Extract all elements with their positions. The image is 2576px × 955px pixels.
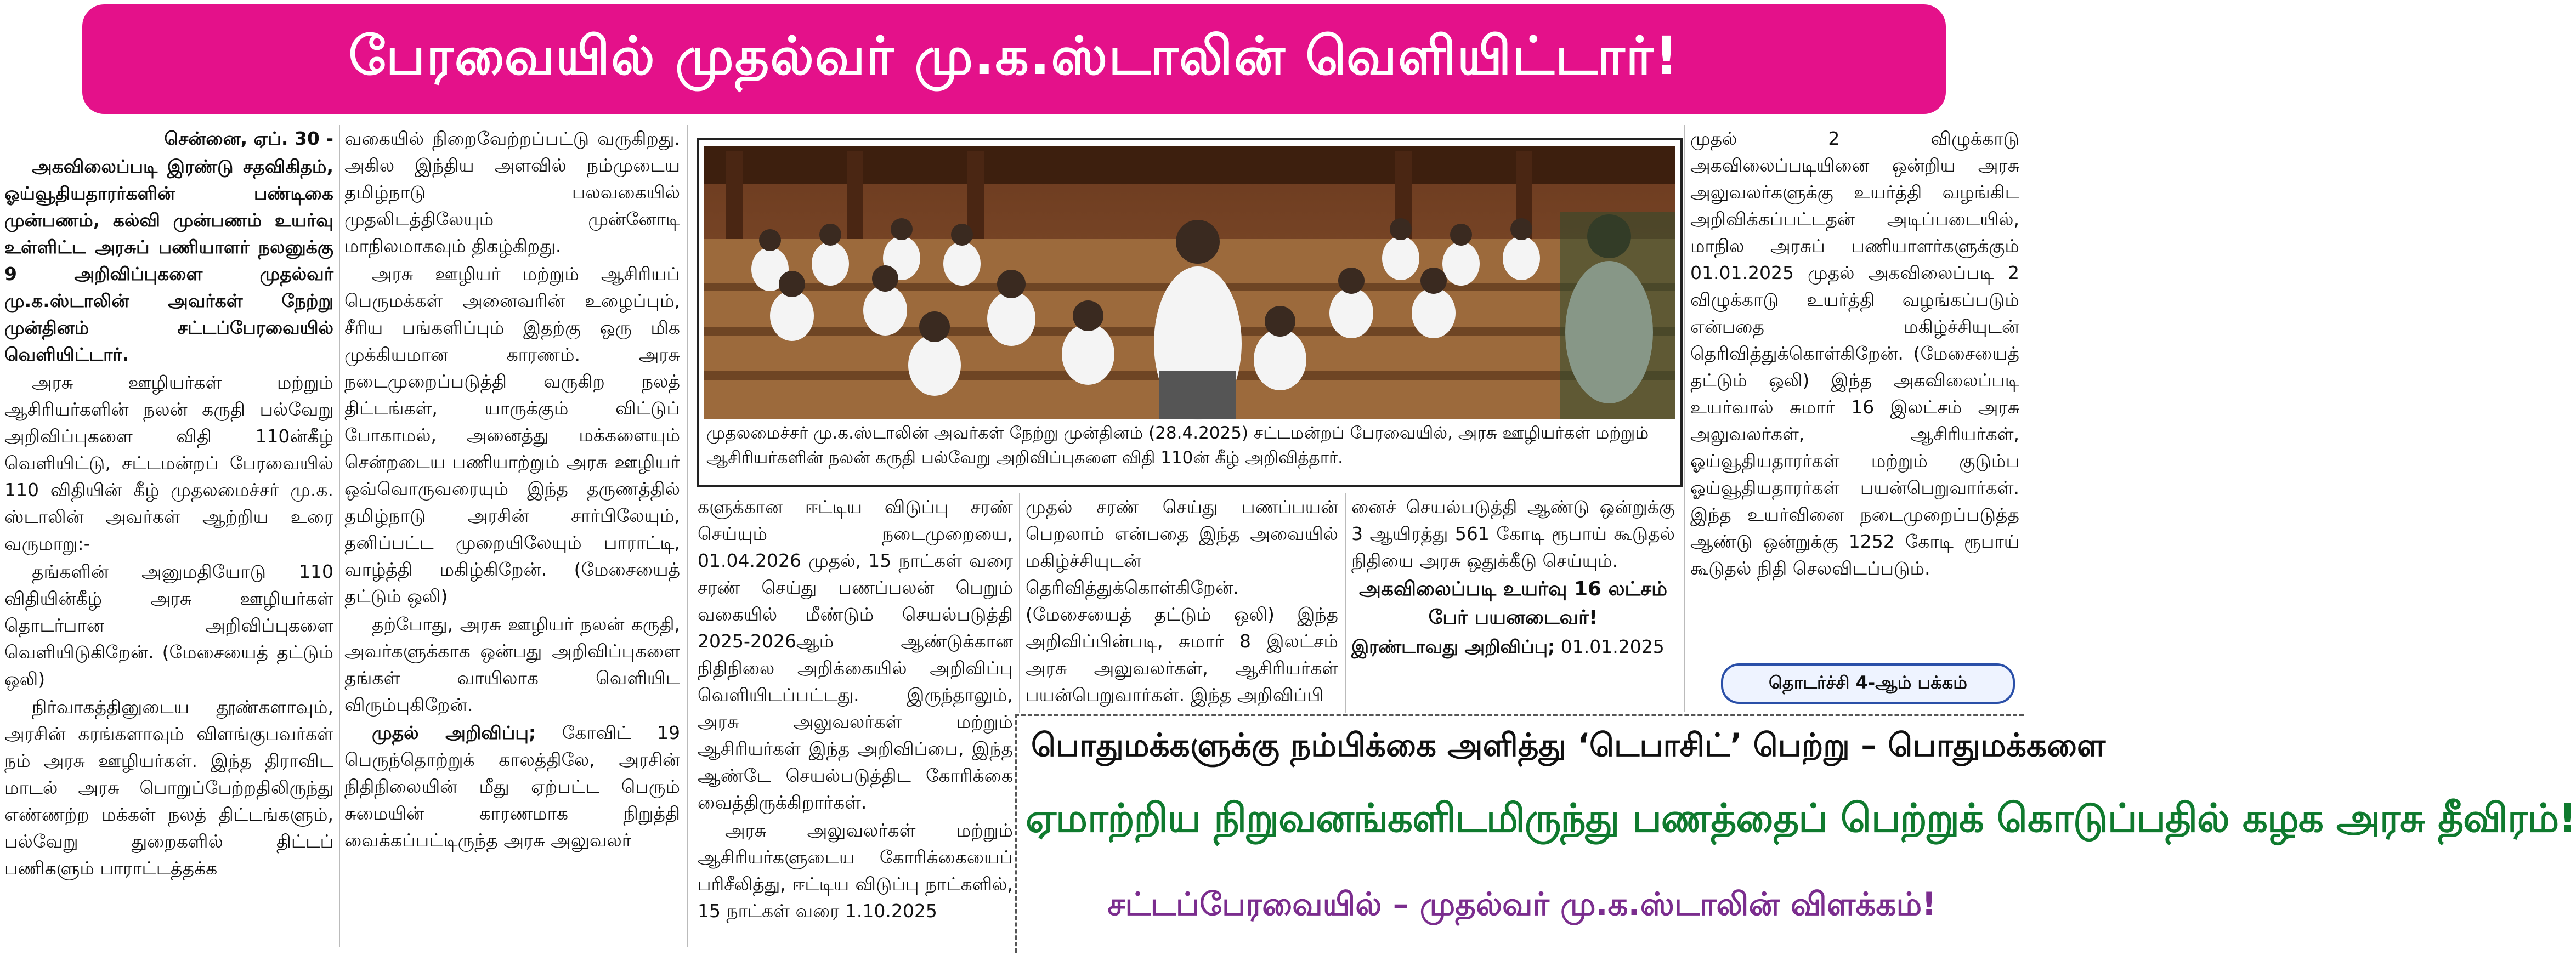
paragraph: [1351, 633, 1675, 660]
related-headline-line2: ஏமாற்றிய நிறுவனங்களிடமிருந்து பணத்தைப் பெற்றுக் கொடுப்பதில் கழக அரசு தீவிரம்!: [1026, 795, 2576, 841]
article-column-5: [1351, 493, 1675, 713]
paragraph: வகையில் நிறைவேற்றப்பட்டு வருகிறது. அகில இந்திய அளவில் நம்முடைய தமிழ்நாடு பலவகையில் முதலிடத்திலேயும் முன்னோடி மாநிலமாகவும் திகழ்கிறது.: [344, 128, 680, 257]
paragraph: அரசு அலுவலர்கள் மற்றும் ஆசிரியர்களுடைய கோரிக்கையைப் பரிசீலித்து, ஈட்டிய விடுப்பு நாட்களில், 15 நாட்கள் வரை 1.10.2025: [698, 820, 1013, 922]
paragraph: [344, 719, 680, 854]
photo-caption: முதலமைச்சர் மு.க.ஸ்டாலின் அவர்கள் நேற்று முன்தினம் (28.4.2025) சட்டமன்றப் பேரவையில், அரசு ஊழியர்கள் மற்றும் ஆசிரியர்களின் நலன் கருதி பல்வேறு அறிவிப்புகளை விதி 110ன் கீழ் அறிவித்தார்.: [706, 423, 1649, 468]
article-column-3: [698, 493, 1013, 954]
column-divider: [339, 125, 340, 947]
article-column-6: [1690, 125, 2019, 654]
headline-title: பேரவையில் முதல்வர் மு.க.ஸ்டாலின் வெளியிட்டார்!: [348, 25, 1680, 87]
related-headline-line3: சட்டப்பேரவையில் – முதல்வர் மு.க.ஸ்டாலின் விளக்கம்!: [1107, 885, 1937, 923]
paragraph: தங்களின் அனுமதியோடு 110 விதியின்கீழ் அரசு ஊழியர்கள் தொடர்பான அறிவிப்புகளை வெளியிடுகிறேன். (மேசையைத் தட்டும் ஒலி): [4, 561, 333, 690]
column-divider: [687, 125, 688, 947]
column-divider: [1345, 493, 1346, 713]
dateline: சென்னை, ஏப். 30 -: [164, 128, 333, 149]
paragraph: முதல் சரண் செய்து பணப்பயன் பெறலாம் என்பதை இந்த அவையில் மகிழ்ச்சியுடன் தெரிவித்துக்கொள்கிறேன். (மேசையைத் தட்டும் ஒலி) இந்த அறிவிப்பின்படி, சுமார் 8 இலட்சம் அரசு அலுவலர்கள், ஆசிரியர்கள் பயன்பெறுவார்கள். இந்த அறிவிப்பி: [1026, 496, 1338, 706]
continued-label: தொடர்ச்சி 4-ஆம் பக்கம்: [1769, 672, 1967, 693]
paragraph: களுக்கான ஈட்டிய விடுப்பு சரண் செய்யும் நடைமுறையை, 01.04.2026 முதல், 15 நாட்கள் வரை சரண் செய்து பணப்பலன் பெறும் வகையில் மீண்டும் செயல்படுத்தி 2025-2026ஆம் ஆண்டுக்கான நிதிநிலை அறிக்கையில் அறிவிப்பு வெளியிடப்பட்டது. இருந்தாலும், அரசு அலுவலர்கள் மற்றும் ஆசிரியர்கள் இந்த அறிவிப்பை, இந்த ஆண்டே செயல்படுத்திட கோரிக்கை வைத்திருக்கிறார்கள்.: [698, 496, 1013, 813]
assembly-photo-image: [704, 146, 1675, 419]
subheading: அகவிலைப்படி உயர்வு 16 லட்சம் பேர் பயனடைவர்!: [1358, 578, 1668, 629]
continued-badge[interactable]: [1721, 663, 2015, 704]
article-column-1: [4, 125, 333, 953]
article-column-4: [1026, 493, 1338, 713]
paragraph: அரசு ஊழியர் மற்றும் ஆசிரியப் பெருமக்கள் அனைவரின் உழைப்பும், சீரிய பங்களிப்பும் இதற்கு ஒரு மிக முக்கியமான காரணம். அரசு நடைமுறைப்படுத்தி வருகிற நலத் திட்டங்கள், யாருக்கும் விட்டுப் போகாமல், அனைத்து மக்களையும் சென்றடைய பணியாற்றும் அரசு ஊழியர் ஒவ்வொருவரையும் இந்த தருணத்தில் தமிழ்நாடு அரசின் சார்பிலேயும், தனிப்பட்ட முறையிலேயும் பாராட்டி, வாழ்த்தி மகிழ்கிறேன். (மேசையைத் தட்டும் ஒலி): [344, 263, 680, 607]
announcement-label: முதல் அறிவிப்பு;: [372, 722, 536, 743]
headline-banner: [82, 4, 1946, 114]
paragraph: அரசு ஊழியர்கள் மற்றும் ஆசிரியர்களின் நலன் கருதி பல்வேறு அறிவிப்புகளை விதி 110ன்கீழ் வெளியிட்டு, சட்டமன்றப் பேரவையில் 110 விதியின் கீழ் முதலமைச்சர் மு.க. ஸ்டாலின் அவர்கள் ஆற்றிய உரை வருமாறு:-: [4, 372, 333, 554]
paragraph: நிர்வாகத்தினுடைய தூண்களாவும், அரசின் கரங்களாவும் விளங்குபவர்கள் நம் அரசு ஊழியர்கள். இந்த திராவிட மாடல் அரசு பொறுப்பேற்றதிலிருந்து எண்ணற்ற மக்கள் நலத் திட்டங்களும், பல்வேறு துறைகளில் திட்டப் பணிகளும் பாராட்டத்தக்க: [4, 696, 333, 879]
announcement-text: கோவிட் 19 பெருந்தொற்றுக் காலத்திலே, அரசின் நிதிநிலையின் மீது ஏற்பட்ட பெரும் சுமையின் காரணமாக நிறுத்தி வைக்கப்பட்டிருந்த அரசு அலுவலர்: [344, 722, 681, 851]
column-divider: [1684, 125, 1685, 712]
assembly-photo: [704, 146, 1675, 419]
column-divider: [1019, 493, 1020, 713]
announcement-label: இரண்டாவது அறிவிப்பு;: [1351, 636, 1555, 657]
article-column-2: [344, 125, 680, 953]
related-headline-line1: பொதுமக்களுக்கு நம்பிக்கை அளித்து ‘டெபாசிட்’ பெற்று – பொதுமக்களை: [1031, 726, 2106, 764]
paragraph: தற்போது, அரசு ஊழியர் நலன் கருதி, அவர்களுக்காக ஒன்பது அறிவிப்புகளை தங்கள் வாயிலாக வெளியிட விரும்புகிறேன்.: [344, 613, 680, 715]
paragraph: னைச் செயல்படுத்தி ஆண்டு ஒன்றுக்கு 3 ஆயிரத்து 561 கோடி ரூபாய் கூடுதல் நிதியை அரசு ஒதுக்கீடு செய்யும்.: [1351, 496, 1675, 571]
photo-frame: [697, 138, 1683, 487]
announcement-text: 01.01.2025: [1555, 636, 1665, 657]
paragraph: முதல் 2 விழுக்காடு அகவிலைப்படியினை ஒன்றிய அரசு அலுவலர்களுக்கு உயர்த்தி வழங்கிட அறிவிக்கப்பட்டதன் அடிப்படையில், மாநில அரசுப் பணியாளர்களுக்கும் 01.01.2025 முதல் அகவிலைப்படி 2 விழுக்காடு உயர்த்தி வழங்கப்படும் என்பதை மகிழ்ச்சியுடன் தெரிவித்துக்கொள்கிறேன். (மேசையைத் தட்டும் ஒலி) இந்த அகவிலைப்படி உயர்வால் சுமார் 16 இலட்சம் அரசு அலுவலர்கள், ஆசிரியர்கள், ஓய்வூதியதாரர்கள் மற்றும் குடும்ப ஓய்வூதியதாரர்கள் பயன்பெறுவார்கள். இந்த உயர்வினை நடைமுறைப்படுத்த ஆண்டு ஒன்றுக்கு 1252 கோடி ரூபாய் கூடுதல் நிதி செலவிடப்படும்.: [1690, 128, 2019, 579]
lead-paragraph: அகவிலைப்படி இரண்டு சதவிகிதம், ஓய்வூதியதாரர்களின் பண்டிகை முன்பணம், கல்வி முன்பணம் உயர்வு உள்ளிட்ட அரசுப் பணியாளர் நலனுக்கு 9 அறிவிப்புகளை முதல்வர் மு.க.ஸ்டாலின் அவர்கள் நேற்று முன்தினம் சட்டப்பேரவையில் வெளியிட்டார்.: [4, 156, 333, 365]
